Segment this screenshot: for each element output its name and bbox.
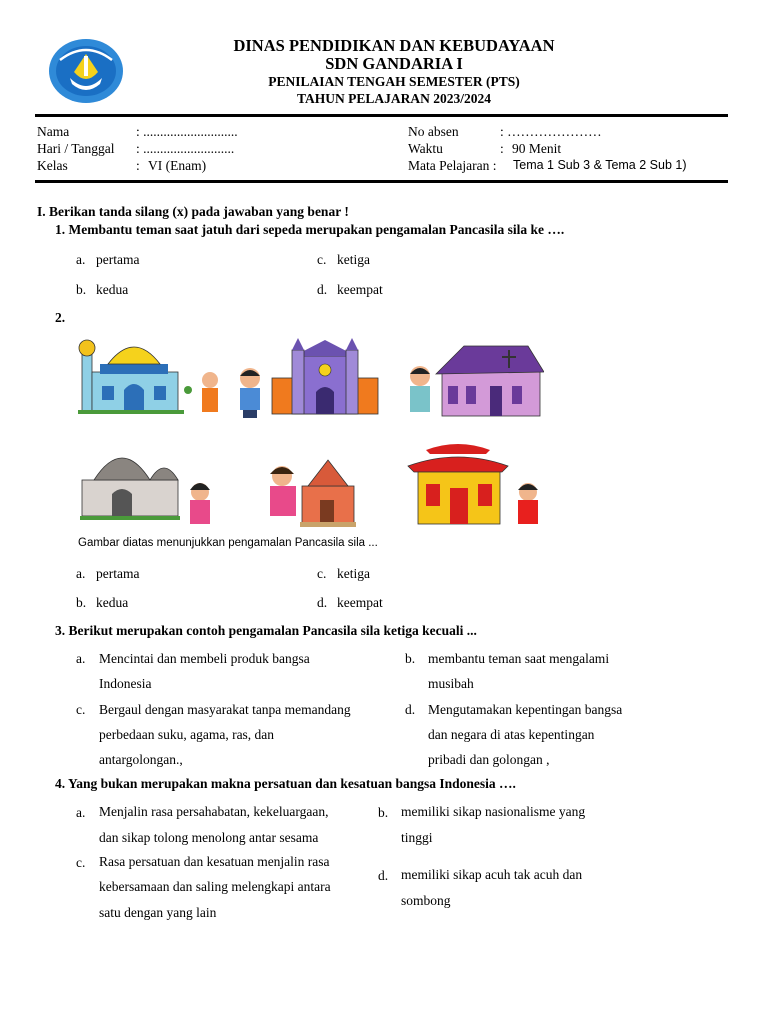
option-text: dan negara di atas kepentingan (428, 727, 595, 742)
q2-caption: Gambar diatas menunjukkan pengamalan Pancasila sila ... (78, 537, 378, 549)
option-letter: b. (378, 805, 389, 820)
option-text: keempat (337, 595, 383, 610)
kelas-label: Kelas (37, 158, 68, 173)
option-text: dan sikap tolong menolong antar sesama (99, 830, 319, 845)
q2-option-c[interactable] (317, 566, 370, 582)
option-text: Menjalin rasa persahabatan, kekeluargaan, (99, 804, 329, 819)
option-letter: b. (76, 595, 87, 610)
hindu-temple-illustration (264, 456, 360, 528)
option-letter: d. (317, 282, 328, 297)
option-text: keempat (337, 282, 383, 297)
option-text: Bergaul dengan masyarakat tanpa memandang (99, 702, 351, 717)
option-text: pertama (96, 566, 140, 581)
option-text: kedua (96, 595, 129, 610)
question-1: 1. Membantu teman saat jatuh dari sepeda merupakan pengamalan Pancasila sila ke …. (55, 222, 565, 237)
option-text: Indonesia (99, 676, 152, 691)
option-letter: d. (317, 595, 328, 610)
option-letter: c. (317, 566, 327, 581)
section-instruction: I. Berikan tanda silang (x) pada jawaban yang benar ! (37, 204, 349, 219)
option-letter: c. (317, 252, 327, 267)
option-text: Mencintai dan membeli produk bangsa (99, 651, 310, 666)
q1-option-b[interactable] (76, 282, 128, 298)
header-divider-top (35, 114, 728, 117)
question-4: 4. Yang bukan merupakan makna persatuan dan kesatuan bangsa Indonesia …. (55, 776, 516, 791)
option-letter: d. (405, 702, 416, 717)
mosque-illustration (78, 330, 228, 420)
option-text: pertama (96, 252, 140, 267)
question-2-number: 2. (55, 310, 66, 325)
option-letter: a. (76, 651, 86, 666)
option-text: tinggi (401, 830, 433, 845)
option-letter: d. (378, 868, 389, 883)
option-letter: c. (76, 702, 86, 717)
q2-option-d[interactable] (317, 595, 383, 611)
kelas-separator: : (136, 158, 140, 173)
q1-option-d[interactable] (317, 282, 383, 298)
option-letter: a. (76, 252, 86, 267)
kelas-value: VI (Enam) (148, 158, 207, 173)
mata-pelajaran-value: Tema 1 Sub 3 & Tema 2 Sub 1) (513, 158, 687, 172)
mata-pelajaran-label: Mata Pelajaran : (408, 158, 497, 173)
header-line-3: PENILAIAN TENGAH SEMESTER (PTS) (268, 74, 520, 89)
option-text: sombong (401, 893, 451, 908)
q2-option-b[interactable] (76, 595, 128, 611)
option-text: antargolongan., (99, 752, 183, 767)
waktu-label: Waktu (408, 141, 443, 156)
hari-tanggal-label: Hari / Tanggal (37, 141, 115, 156)
waktu-value: 90 Menit (512, 141, 562, 156)
q1-option-c[interactable] (317, 252, 370, 268)
option-text: memiliki sikap nasionalisme yang (401, 804, 586, 819)
catholic-church-illustration (268, 338, 382, 416)
question-3: 3. Berikut merupakan contoh pengamalan Pancasila sila ketiga kecuali ... (55, 623, 477, 638)
option-text: membantu teman saat mengalami (428, 651, 610, 666)
option-text: kedua (96, 282, 129, 297)
buddhist-temple-illustration (80, 436, 216, 528)
option-text: satu dengan yang lain (99, 905, 217, 920)
option-text: Mengutamakan kepentingan bangsa (428, 702, 623, 717)
praying-boy-illustration (236, 366, 264, 418)
option-text: ketiga (337, 252, 370, 267)
q1-option-a[interactable] (76, 252, 139, 268)
nama-field: : ............................ (136, 124, 238, 139)
option-text: perbedaan suku, agama, ras, dan (99, 727, 275, 742)
protestant-church-illustration (404, 342, 544, 420)
option-text: kebersamaan dan saling melengkapi antara (99, 879, 331, 894)
waktu-separator: : (500, 141, 504, 156)
option-letter: a. (76, 805, 86, 820)
option-text: Rasa persatuan dan kesatuan menjalin rasa (99, 854, 330, 869)
header-line-4: TAHUN PELAJARAN 2023/2024 (296, 91, 491, 106)
header-line-2: SDN GANDARIA I (325, 54, 463, 73)
header-line-1: DINAS PENDIDIKAN DAN KEBUDAYAAN (233, 36, 555, 55)
option-text: pribadi dan golongan , (428, 752, 550, 767)
option-letter: c. (76, 855, 86, 870)
chinese-temple-illustration (406, 438, 544, 530)
option-text: ketiga (337, 566, 370, 581)
q2-option-a[interactable] (76, 566, 139, 582)
header-divider-bottom (35, 180, 728, 183)
hari-tanggal-field: : ........................... (136, 141, 235, 156)
no-absen-label: No absen (408, 124, 459, 139)
option-letter: b. (405, 651, 416, 666)
option-letter: a. (76, 566, 86, 581)
no-absen-field: : ………………… (500, 124, 602, 139)
option-text: musibah (428, 676, 474, 691)
option-letter: b. (76, 282, 87, 297)
nama-label: Nama (37, 124, 70, 139)
option-text: memiliki sikap acuh tak acuh dan (401, 867, 583, 882)
